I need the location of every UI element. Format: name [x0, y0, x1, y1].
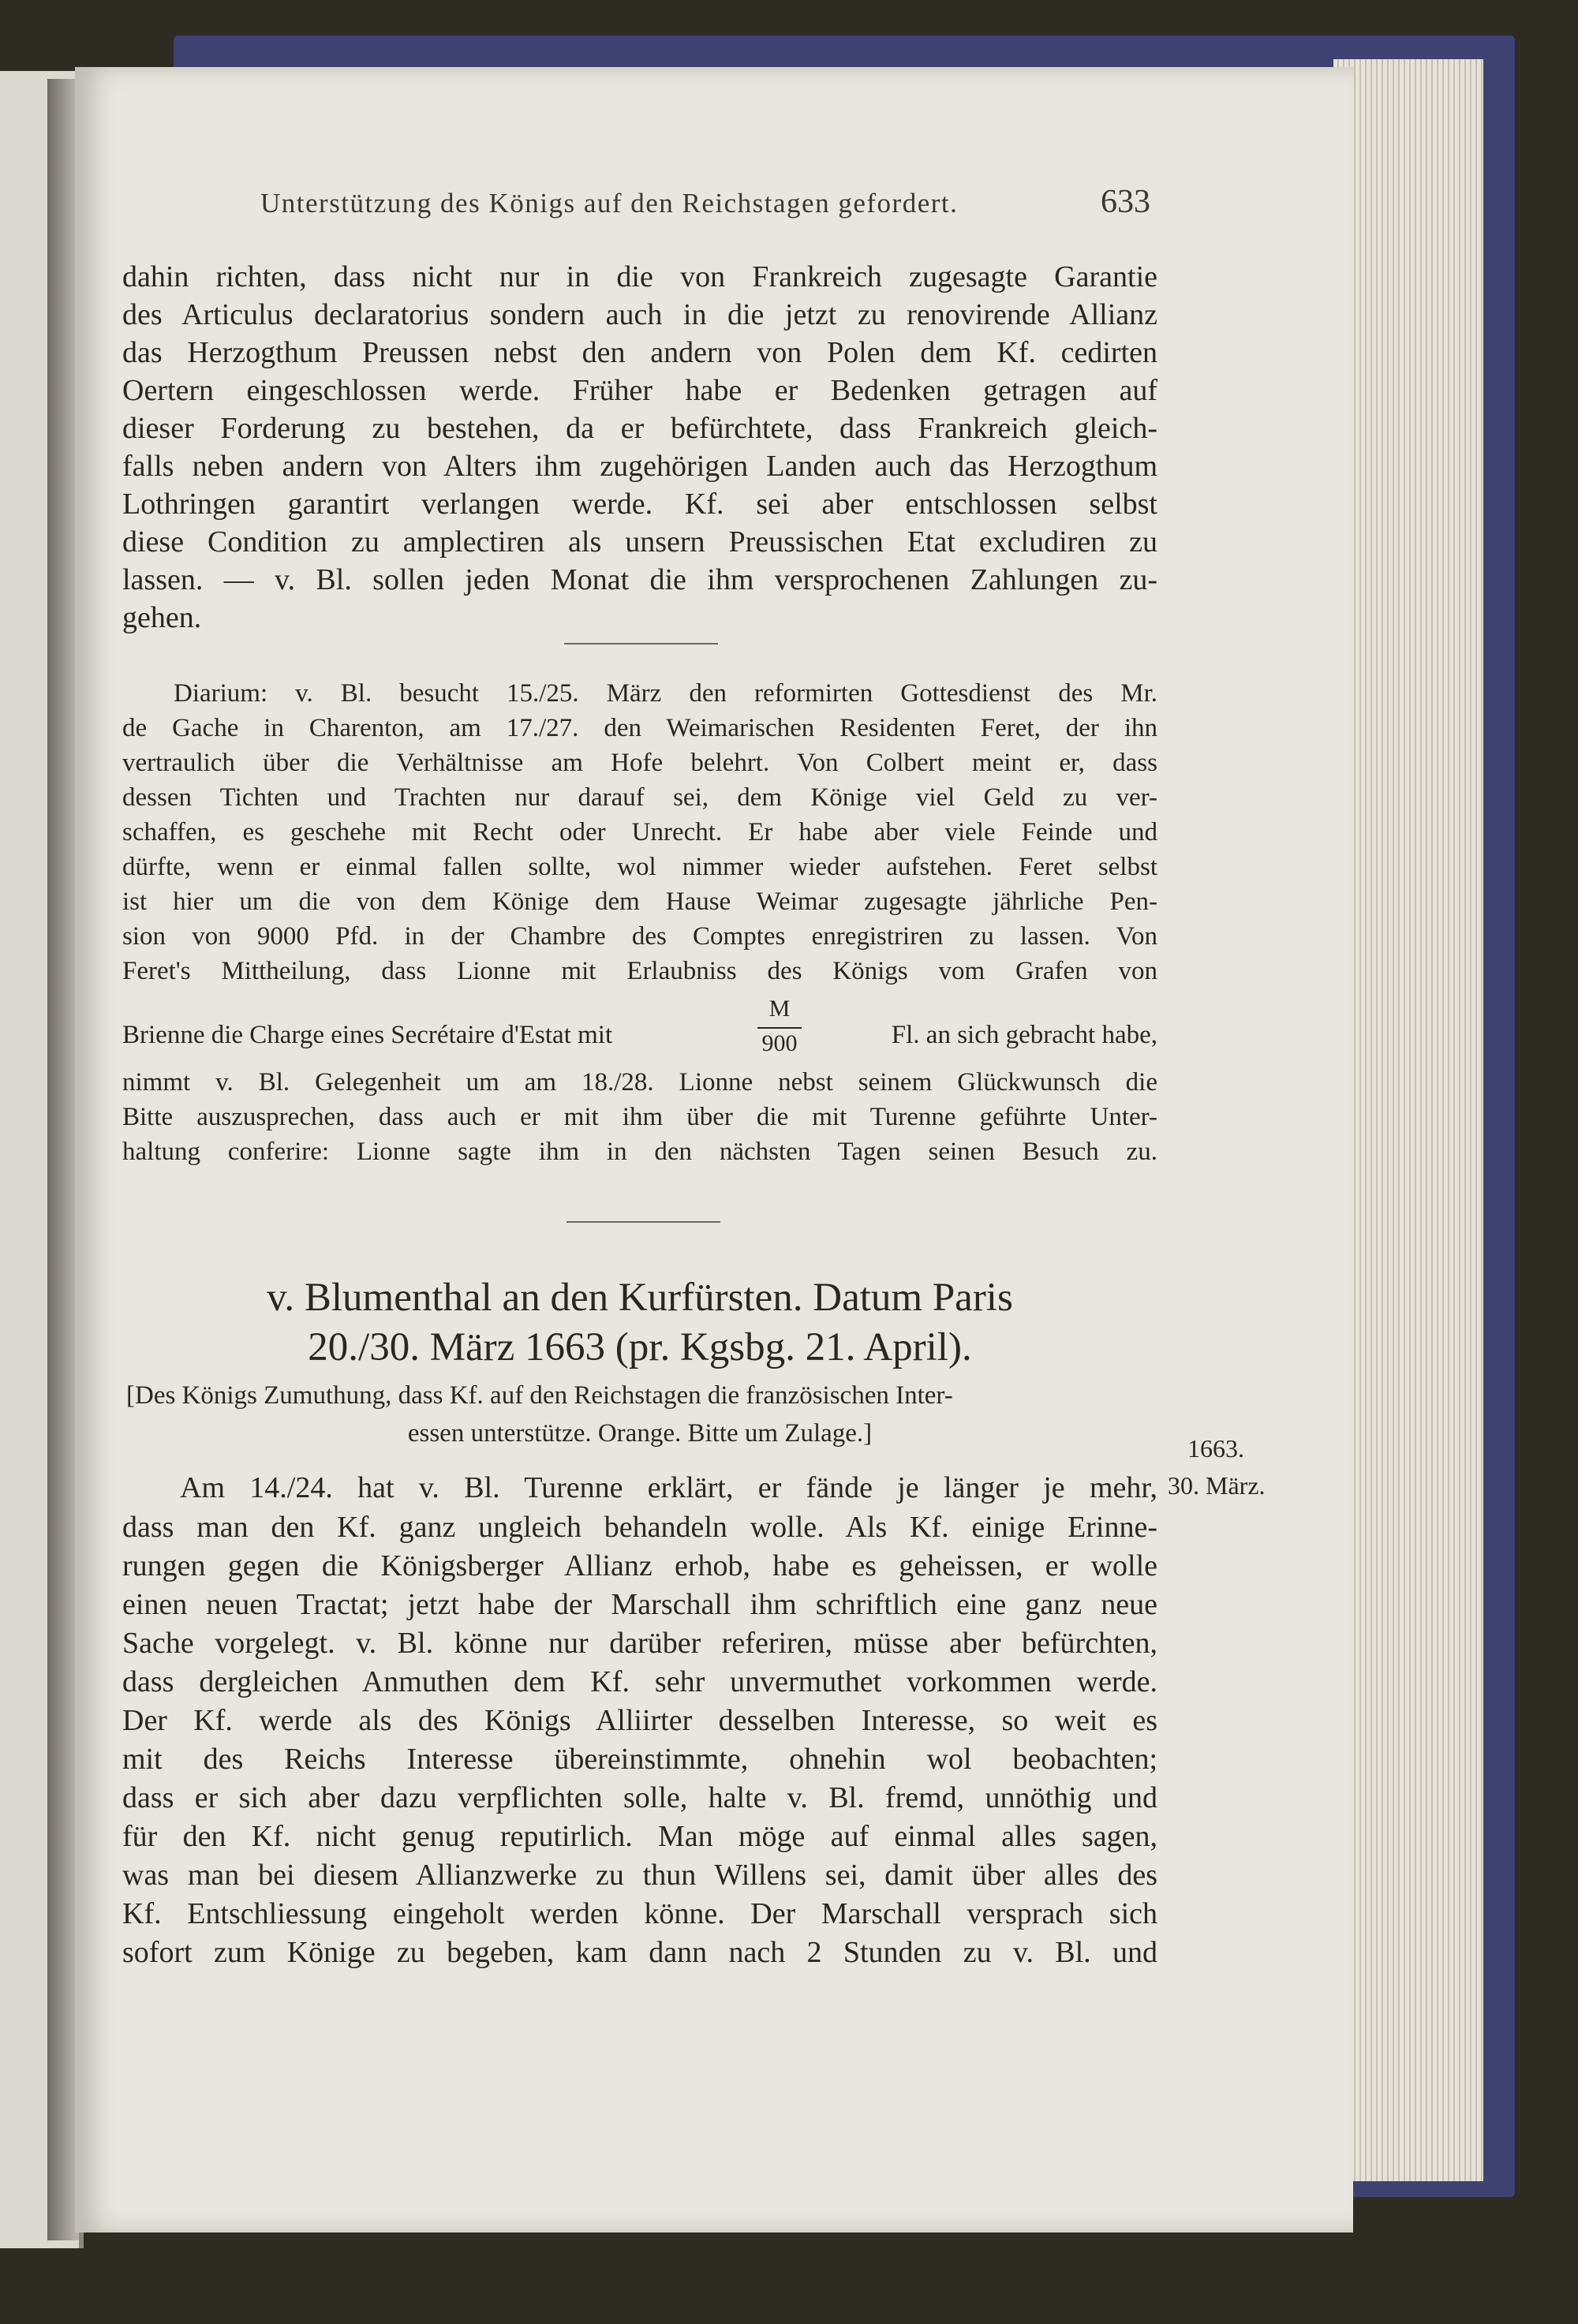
letter-line: Kf. Entschliessung eingeholt werden könne. Der Marschall versprach sich	[122, 1897, 1157, 1930]
body-line: gehen.	[122, 601, 202, 634]
diary-line: Bitte auszusprechen, dass auch er mit ihm über die mit Turenne geführte Unter-	[122, 1103, 1157, 1131]
letter-line: sofort zum Könige zu begeben, kam dann nach 2 Stunden zu v. Bl. und	[122, 1936, 1157, 1969]
letter-line: dass man den Kf. ganz ungleich behandeln wolle. Als Kf. einige Erinne-	[122, 1511, 1157, 1544]
separator-rule	[564, 643, 718, 645]
fraction-bar	[757, 1027, 802, 1029]
letter-line: für den Kf. nicht genug reputirlich. Man möge auf einmal alles sagen,	[122, 1820, 1157, 1853]
page-number: 633	[1101, 184, 1150, 220]
margin-note-date: 30. März.	[1168, 1471, 1266, 1500]
page-edges	[1333, 59, 1483, 2181]
section-heading-line2: 20./30. März 1663 (pr. Kgsbg. 21. April).	[308, 1325, 972, 1369]
diary-line: sion von 9000 Pfd. in der Chambre des Comptes enregistriren zu lassen. Von	[122, 922, 1157, 951]
diary-line: vertraulich über die Verhältnisse am Hofe belehrt. Von Colbert meint er, dass	[122, 749, 1157, 777]
body-line: dahin richten, dass nicht nur in die von Frankreich zugesagte Garantie	[122, 260, 1157, 293]
letter-line: Am 14./24. hat v. Bl. Turenne erklärt, er fände je länger je mehr,	[180, 1471, 1157, 1504]
fraction-denominator: 900	[761, 1030, 798, 1056]
body-line: falls neben andern von Alters ihm zugehörigen Landen auch das Herzogthum	[122, 450, 1157, 483]
diary-line: haltung conferire: Lionne sagte ihm in den nächsten Tagen seinen Besuch zu.	[122, 1138, 1157, 1166]
body-line: Lothringen garantirt verlangen werde. Kf. sei aber entschlossen selbst	[122, 488, 1157, 521]
letter-line: Sache vorgelegt. v. Bl. könne nur darüber referiren, müsse aber befürchten,	[122, 1627, 1157, 1660]
letter-line: einen neuen Tractat; jetzt habe der Marschall ihm schriftlich eine ganz neue	[122, 1588, 1157, 1621]
diary-line: Feret's Mittheilung, dass Lionne mit Erlaubniss des Königs vom Grafen von	[122, 957, 1157, 985]
diary-line: dürfte, wenn er einmal fallen sollte, wol nimmer wieder aufstehen. Feret selbst	[122, 853, 1157, 881]
section-heading-line1: v. Blumenthal an den Kurfürsten. Datum Paris	[267, 1276, 1013, 1320]
letter-line: mit des Reichs Interesse übereinstimmte, ohnehin wol beobachten;	[122, 1743, 1157, 1776]
diary-line: ist hier um die von dem Könige dem Hause Weimar zugesagte jährliche Pen-	[122, 887, 1157, 916]
diary-line: Diarium: v. Bl. besucht 15./25. März den reformirten Gottesdienst des Mr.	[174, 679, 1157, 708]
diary-line: schaffen, es geschehe mit Recht oder Unrecht. Er habe aber viele Feinde und	[122, 818, 1157, 846]
body-line: lassen. — v. Bl. sollen jeden Monat die ihm versprochenen Zahlungen zu-	[122, 563, 1157, 596]
body-line: des Articulus declaratorius sondern auch in die jetzt zu renovirende Allianz	[122, 298, 1157, 331]
letter-line: Der Kf. werde als des Königs Alliirter desselben Interesse, so weit es	[122, 1704, 1157, 1737]
letter-line: was man bei diesem Allianzwerke zu thun Willens sei, damit über alles des	[122, 1859, 1157, 1892]
section-separator-rule	[567, 1221, 720, 1223]
section-summary-line1: [Des Königs Zumuthung, dass Kf. auf den Reichstagen die französischen Inter-	[126, 1381, 953, 1410]
body-line: das Herzogthum Preussen nebst den andern von Polen dem Kf. cedirten	[122, 336, 1157, 369]
letter-line: dass er sich aber dazu verpflichten solle, halte v. Bl. fremd, unnöthig und	[122, 1781, 1157, 1814]
diary-line: de Gache in Charenton, am 17./27. den Weimarischen Residenten Feret, der ihn	[122, 714, 1157, 742]
letter-line: dass dergleichen Anmuthen dem Kf. sehr unvermuthet vorkommen werde.	[122, 1665, 1157, 1698]
running-title: Unterstützung des Königs auf den Reichstagen gefordert.	[260, 188, 959, 219]
letter-line: rungen gegen die Königsberger Allianz erhob, habe es geheissen, er wolle	[122, 1549, 1157, 1582]
margin-note-year: 1663.	[1187, 1434, 1244, 1463]
spine-shadow	[47, 79, 79, 2240]
diary-line: nimmt v. Bl. Gelegenheit um am 18./28. Lionne nebst seinem Glückwunsch die	[122, 1068, 1157, 1097]
body-line: diese Condition zu amplectiren als unsern Preussischen Etat excludiren zu	[122, 525, 1157, 559]
section-summary-line2: essen unterstütze. Orange. Bitte um Zulage.]	[407, 1419, 873, 1448]
diary-fraction-line-start: Brienne die Charge eines Secrétaire d'Estat mit	[122, 1021, 613, 1049]
diary-fraction-line-end: Fl. an sich gebracht habe,	[891, 1021, 1157, 1049]
body-line: dieser Forderung zu bestehen, da er befürchtete, dass Frankreich gleich-	[122, 412, 1157, 445]
diary-line: dessen Tichten und Trachten nur darauf sei, dem Könige viel Geld zu ver-	[122, 783, 1157, 812]
body-line: Oertern eingeschlossen werde. Früher habe er Bedenken getragen auf	[122, 374, 1157, 407]
fraction-numerator: M	[768, 996, 791, 1022]
